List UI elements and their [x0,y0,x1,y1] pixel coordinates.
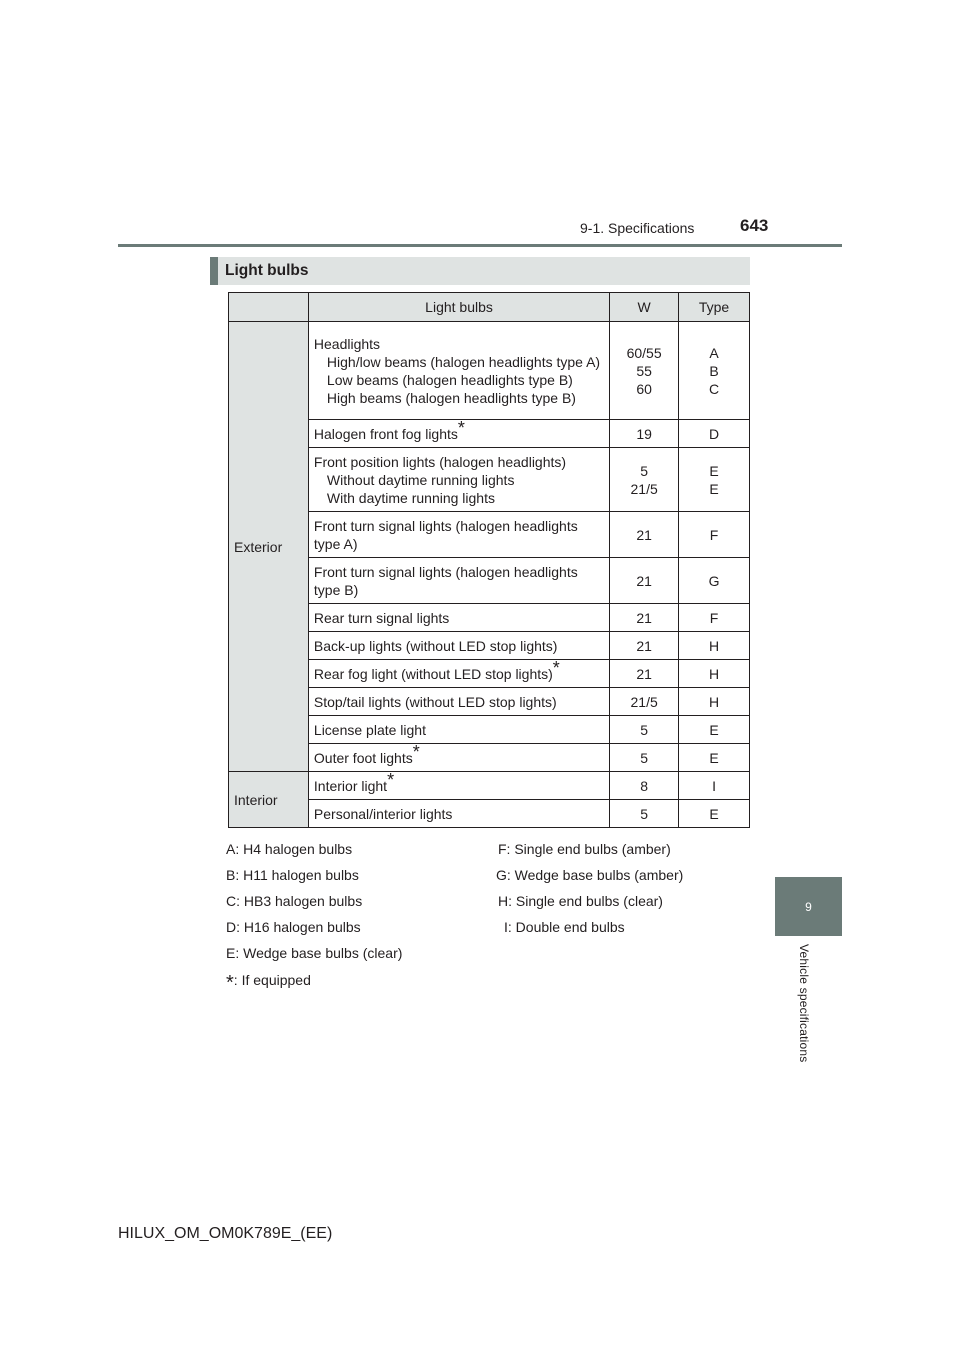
watt-value: 5 [640,721,649,738]
legend-item: I: Double end bulbs [504,919,625,935]
if-equipped-marker: * [412,741,420,762]
bulb-name-cell [308,657,609,688]
type-value: E [709,462,719,479]
type-value: H [708,637,720,654]
legend-item: H: Single end bulbs (clear) [498,893,663,909]
type-value: E [709,480,719,497]
legend-item: B: H11 halogen bulbs [226,867,359,883]
group-cell: Exterior [229,322,309,772]
type-cell [679,322,750,420]
type-cell [679,660,750,688]
chapter-title: Vehicle specifications [797,944,811,1063]
document-id: HILUX_OM_OM0K789E_(EE) [118,1225,333,1242]
watt-value: 19 [636,425,652,442]
group-cell: Interior [229,772,309,828]
type-cell [679,604,750,632]
bulb-label: License plate light [313,721,426,738]
watt-cell [610,604,679,632]
type-value: B [709,362,719,379]
watt-cell [610,688,679,716]
type-value: H [708,693,720,710]
watt-value: 21 [636,609,652,626]
chapter-number: 9 [805,899,812,914]
table-header-row [229,293,750,322]
type-value: E [709,749,719,766]
bulb-label: Personal/interior lights [313,805,453,822]
type-cell [679,420,750,448]
type-cell [679,558,750,604]
watt-value: 8 [640,777,649,794]
legend-item: C: HB3 halogen bulbs [226,893,363,909]
watt-value: 21/5 [630,480,658,497]
type-cell [679,688,750,716]
type-value: F [709,526,719,543]
bulb-label: Front position lights (halogen headlights) [313,453,567,470]
watt-value: 21/5 [630,693,658,710]
legend-item: E: Wedge base bulbs (clear) [226,945,403,961]
header-divider [118,244,842,247]
type-value: A [709,344,719,361]
header-watts: W [610,293,679,322]
if-equipped-marker: * [387,769,395,790]
bulb-name-cell [308,800,609,828]
type-value: G [708,572,720,589]
bulb-label: Headlights [313,335,381,352]
bulb-name-cell [308,688,609,716]
watt-cell [610,512,679,558]
watt-cell [610,800,679,828]
bulb-sub-label: High/low beams (halogen headlights type A) [326,353,601,370]
section-breadcrumb: 9-1. Specifications [580,220,695,236]
bulb-label: Rear fog light (without LED stop lights) [313,665,553,682]
bulb-label: Interior light [313,777,388,794]
watt-cell [610,448,679,512]
bulb-label: Halogen front fog lights [313,425,458,442]
bulb-name-cell [308,604,609,632]
type-cell [679,744,750,772]
bulb-name-cell [308,417,609,448]
header-type: Type [679,293,750,322]
legend-item: G: Wedge base bulbs (amber) [496,867,684,883]
watt-cell [610,772,679,800]
type-cell [679,512,750,558]
table-row [229,322,750,420]
table-body [229,322,750,828]
watt-value: 21 [636,637,652,654]
bulb-name-cell [308,769,609,800]
watt-cell [610,716,679,744]
bulb-name-cell [308,716,609,744]
type-value: D [708,425,720,442]
type-value: F [709,609,719,626]
legend-item: A: H4 halogen bulbs [226,841,353,857]
bulb-sub-label: With daytime running lights [326,489,495,506]
watt-value: 5 [640,749,649,766]
bulb-label: Outer foot lights [313,749,413,766]
bulb-name-cell [308,512,609,558]
type-value: I [712,777,716,794]
type-value: H [708,665,720,682]
section-heading: Light bulbs [210,257,750,285]
watt-value: 5 [640,805,649,822]
light-bulbs-table [228,292,750,828]
type-value: E [709,721,719,738]
watt-cell [610,558,679,604]
table-row [229,772,750,800]
bulb-label: Front turn signal lights (halogen headlights type A) [313,517,578,552]
bulb-label: Front turn signal lights (halogen headlights type B) [313,563,578,598]
watt-value: 5 [640,462,649,479]
type-cell [679,772,750,800]
legend-item: F: Single end bulbs (amber) [498,841,671,857]
type-cell [679,632,750,660]
watt-cell [610,744,679,772]
bulb-sub-label: Low beams (halogen headlights type B) [326,371,573,388]
watt-value: 21 [636,572,652,589]
watt-cell [610,322,679,420]
bulb-label: Stop/tail lights (without LED stop lights) [313,693,557,710]
watt-value: 21 [636,665,652,682]
header-light-bulbs: Light bulbs [308,293,609,322]
bulb-name-cell [308,322,609,420]
bulb-sub-label: High beams (halogen headlights type B) [326,389,576,406]
bulb-name-cell [308,448,609,512]
watt-cell [610,660,679,688]
header-empty [229,293,309,322]
legend-item: D: H16 halogen bulbs [226,919,361,935]
watt-value: 60/55 [626,344,662,361]
footnote [226,968,311,994]
type-value: E [709,805,719,822]
watt-value: 55 [636,362,652,379]
bulb-label: Rear turn signal lights [313,609,450,626]
type-cell [679,716,750,744]
type-value: C [708,380,720,397]
watt-value: 60 [636,380,652,397]
watt-cell [610,420,679,448]
type-cell [679,448,750,512]
watt-cell [610,632,679,660]
if-equipped-marker: * [457,417,465,438]
page-number: 643 [740,216,769,235]
bulb-sub-label: Without daytime running lights [326,471,515,488]
watt-value: 21 [636,526,652,543]
footnote-text: : If equipped [233,972,311,988]
if-equipped-marker: * [552,657,560,678]
bulb-name-cell [308,632,609,660]
chapter-tab[interactable] [775,877,842,936]
type-cell [679,800,750,828]
bulb-name-cell [308,741,609,772]
bulb-label: Back-up lights (without LED stop lights) [313,637,558,654]
footnote-symbol: * [226,972,234,994]
bulb-name-cell [308,558,609,604]
